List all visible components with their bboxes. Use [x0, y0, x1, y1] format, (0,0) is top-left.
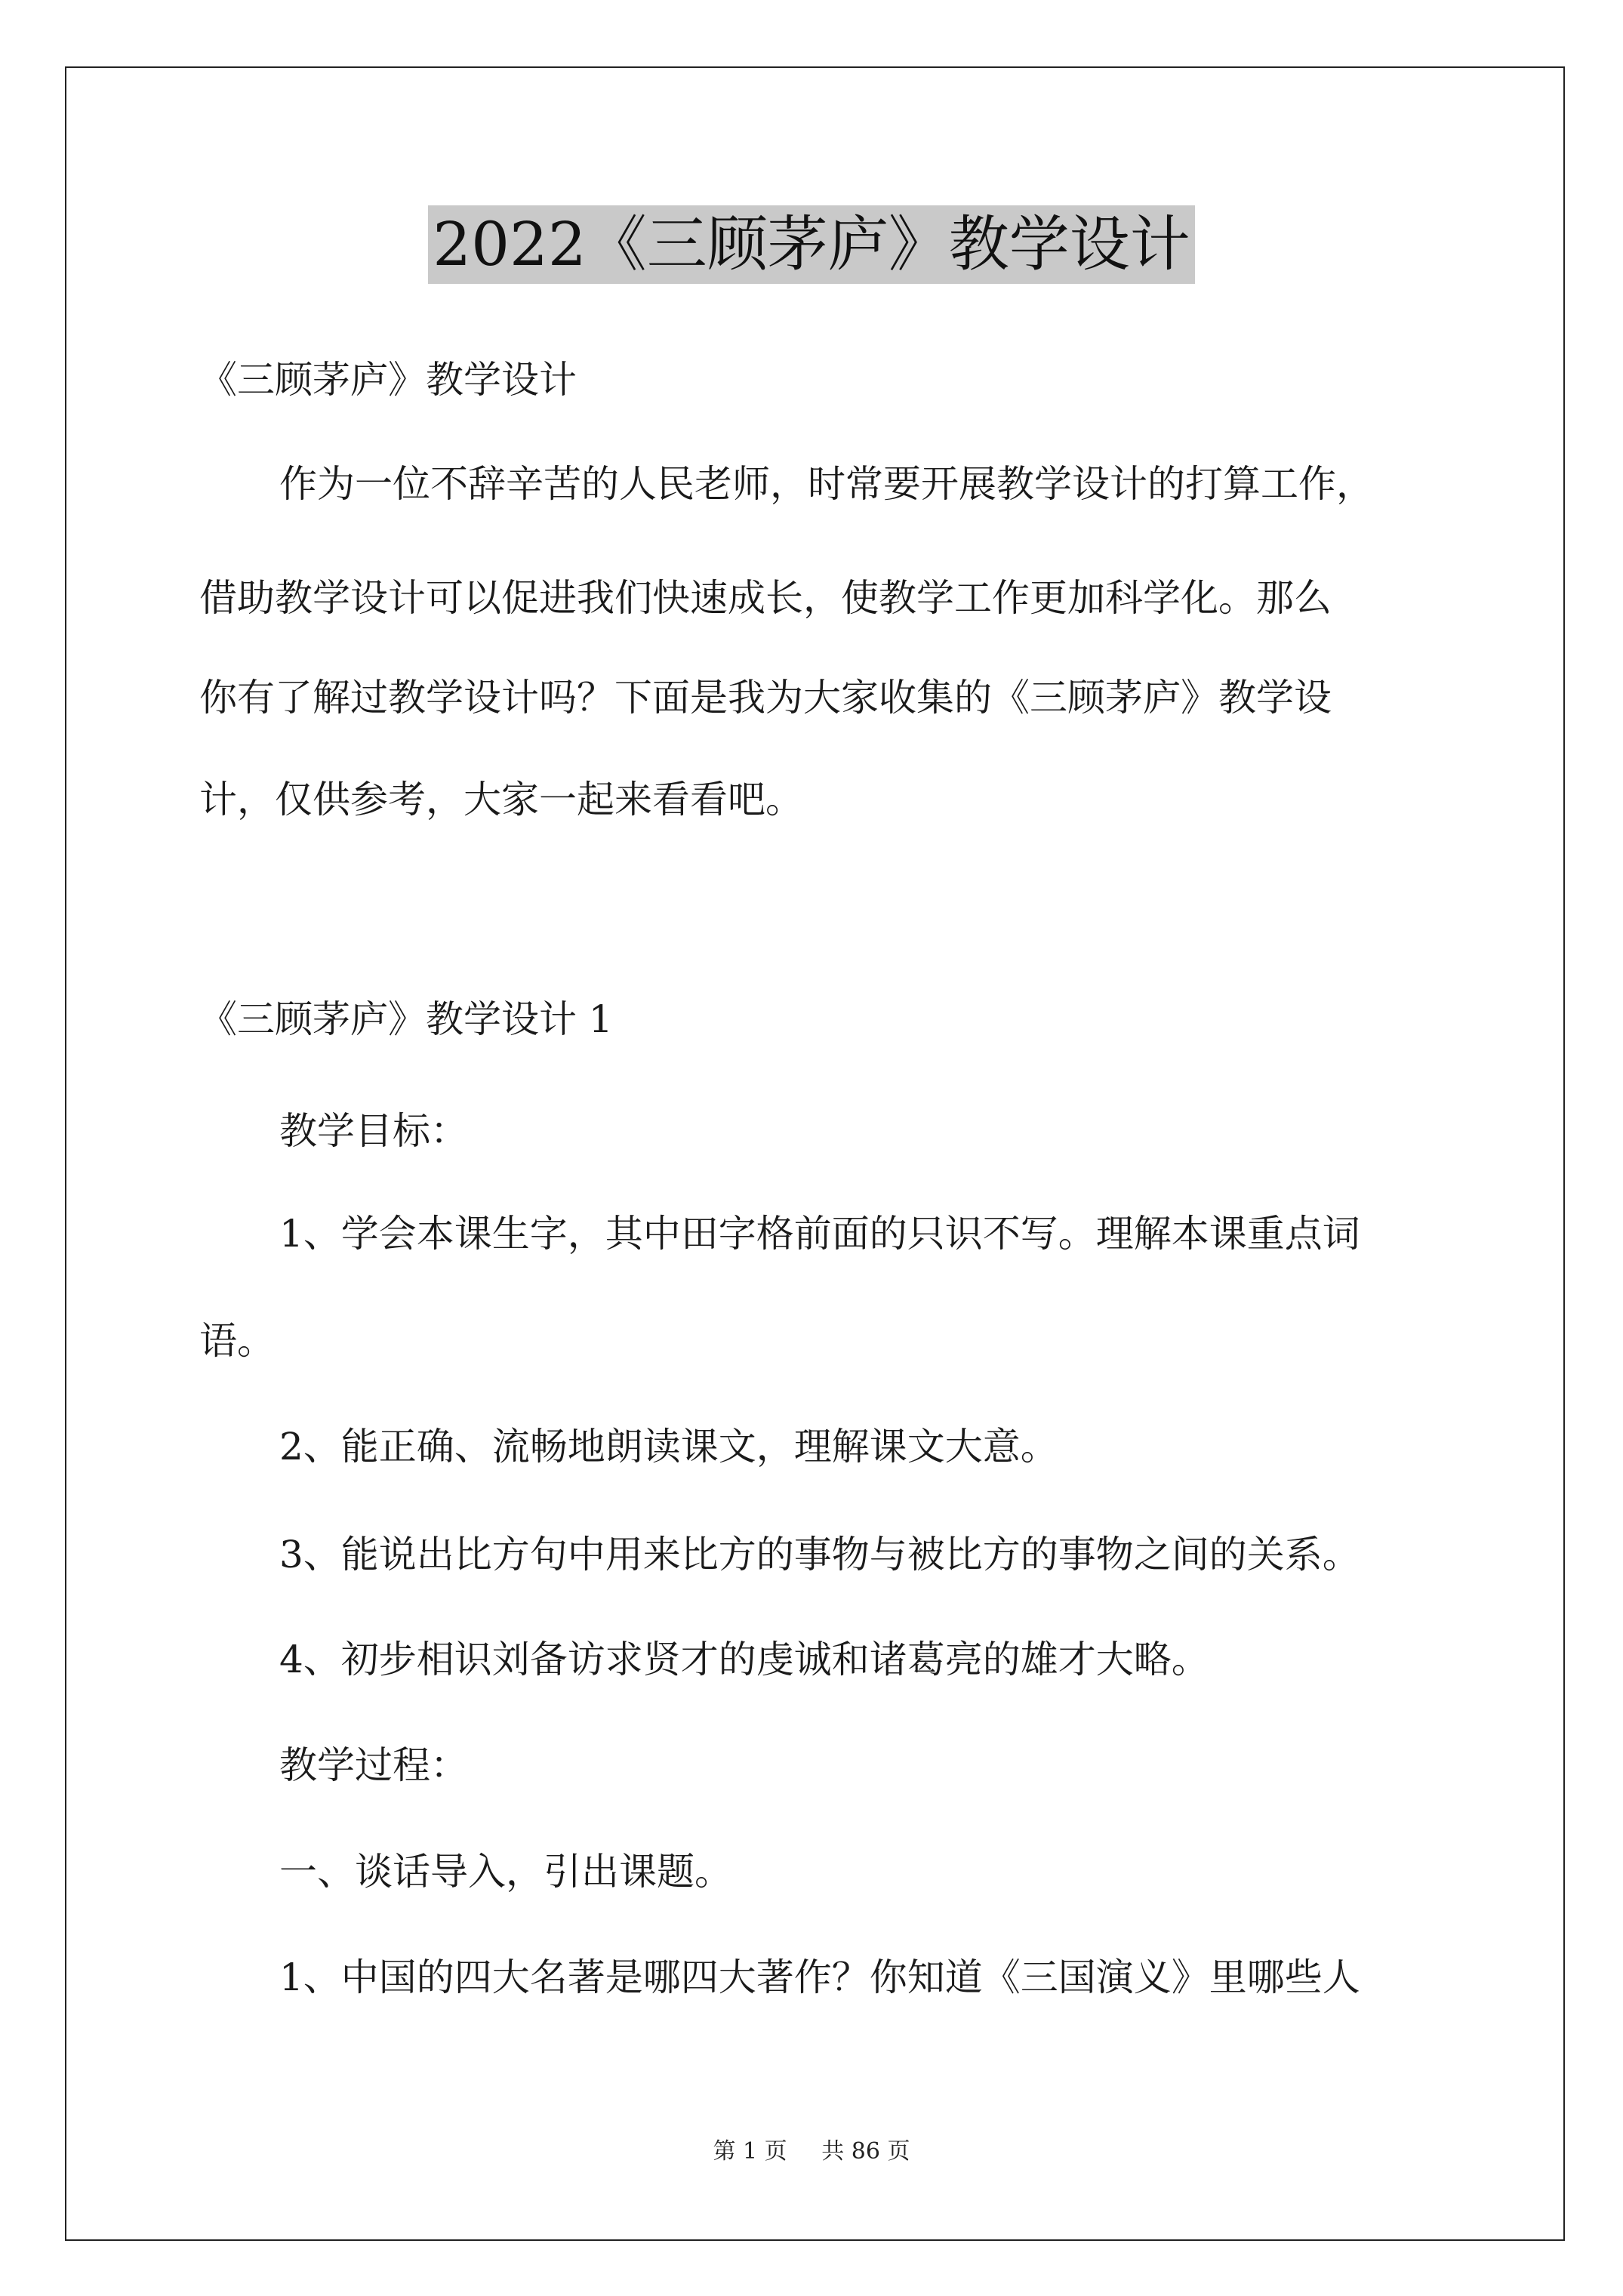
page-total: 共 86 页	[821, 2138, 910, 2165]
paragraph-line: 计，仅供参考，大家一起来看看吧。	[199, 778, 803, 821]
paragraph-line: 语。	[199, 1319, 275, 1363]
page-number: 第 1 页	[713, 2138, 787, 2165]
subtitle-line: 《三顾茅庐》教学设计	[199, 358, 577, 402]
paragraph-line: 4、初步相识刘备访求贤才的虔诚和诸葛亮的雄才大略。	[279, 1638, 1209, 1681]
paragraph-line: 一、谈话导入，引出课题。	[279, 1850, 732, 1894]
paragraph-line: 3、能说出比方句中用来比方的事物与被比方的事物之间的关系。	[279, 1533, 1360, 1576]
document-title: 2022《三顾茅庐》教学设计	[428, 205, 1195, 284]
paragraph-line: 2、能正确、流畅地朗读课文，理解课文大意。	[279, 1425, 1058, 1469]
section-heading: 《三顾茅庐》教学设计 1	[199, 997, 613, 1041]
paragraph-line: 1、学会本课生字，其中田字格前面的只识不写。理解本课重点词	[279, 1212, 1360, 1256]
page-footer	[0, 2137, 1623, 2167]
paragraph-line: 你有了解过教学设计吗？下面是我为大家收集的《三顾茅庐》教学设	[199, 676, 1332, 720]
paragraph-line: 教学过程：	[279, 1743, 468, 1787]
paragraph-line: 1、中国的四大名著是哪四大著作？你知道《三国演义》里哪些人	[279, 1955, 1360, 1999]
title-container	[0, 205, 1623, 284]
paragraph-line: 教学目标：	[279, 1109, 468, 1153]
paragraph-line: 作为一位不辞辛苦的人民老师，时常要开展教学设计的打算工作，	[279, 462, 1374, 506]
paragraph-line: 借助教学设计可以促进我们快速成长，使教学工作更加科学化。那么	[199, 576, 1332, 620]
